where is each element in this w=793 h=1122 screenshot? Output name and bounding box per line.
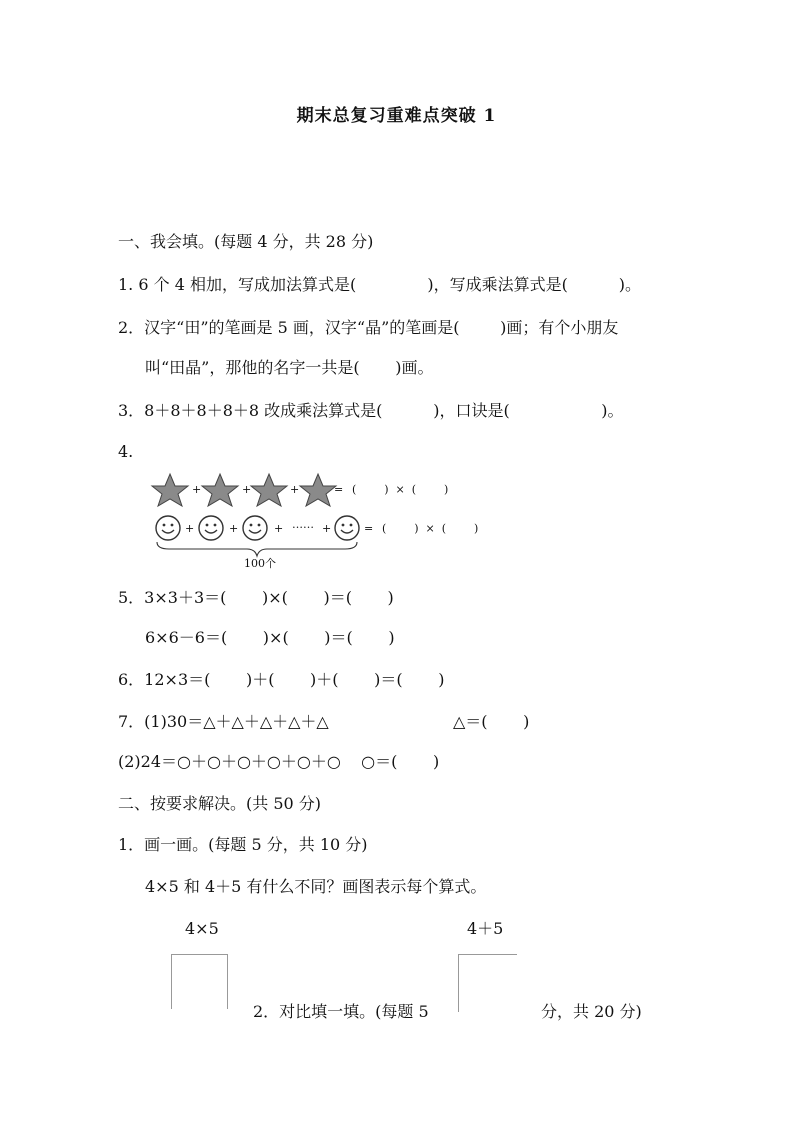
drawing-box-add[interactable] <box>458 954 517 1012</box>
ellipsis: …… <box>292 518 314 531</box>
question-7-part-1: 7．(1)30＝△＋△＋△＋△＋△ <box>118 712 329 731</box>
plus-sign: + <box>274 522 284 535</box>
question-2-line-2: 叫“田晶”，那他的名字一共是( )画。 <box>145 358 434 377</box>
equals-sign: = <box>334 483 344 496</box>
question-5-line-2: 6×6－6＝( )×( )＝( ) <box>145 628 395 647</box>
question-3: 3．8＋8＋8＋8＋8 改成乘法算式是( )，口诀是( )。 <box>118 401 624 420</box>
question-2-1: 1．画一画。(每题 5 分，共 10 分) <box>118 835 368 854</box>
smiley-face-icon <box>333 514 361 542</box>
star-icon <box>249 472 289 508</box>
plus-sign: + <box>192 483 202 496</box>
question-2-1-prompt: 4×5 和 4＋5 有什么不同？画图表示每个算式。 <box>145 877 487 896</box>
brace-label: 100个 <box>244 557 276 570</box>
section-heading-1: 一、我会填。(每题 4 分，共 28 分) <box>118 232 374 251</box>
question-7-part-2: (2)24＝○＋○＋○＋○＋○＋○ ○＝( ) <box>118 752 440 771</box>
question-4-number: 4. <box>118 442 134 461</box>
question-7-answer-1: △＝( ) <box>453 712 530 731</box>
equals-sign: = <box>364 522 374 535</box>
smiley-face-icon <box>241 514 269 542</box>
plus-sign: + <box>185 522 195 535</box>
section-heading-2: 二、按要求解决。(共 50 分) <box>118 794 322 813</box>
multiplication-blank-2: ( ) × ( ) <box>382 522 479 535</box>
expression-add: 4＋5 <box>467 919 504 938</box>
page-title: 期末总复习重难点突破 1 <box>296 106 497 126</box>
question-5-line-1: 5．3×3＋3＝( )×( )＝( ) <box>118 588 394 607</box>
plus-sign: + <box>242 483 252 496</box>
plus-sign: + <box>322 522 332 535</box>
question-2-2-end: 分，共 20 分) <box>541 1002 642 1021</box>
star-icon <box>200 472 240 508</box>
smiley-face-icon <box>154 514 182 542</box>
plus-sign: + <box>229 522 239 535</box>
question-6: 6．12×3＝( )＋( )＋( )＝( ) <box>118 670 445 689</box>
smiley-face-icon <box>197 514 225 542</box>
star-icon <box>298 472 338 508</box>
star-icon <box>150 472 190 508</box>
question-2-2-start: 2．对比填一填。(每题 5 <box>253 1002 429 1021</box>
expression-multiply: 4×5 <box>185 919 219 938</box>
plus-sign: + <box>290 483 300 496</box>
drawing-box-multiply[interactable] <box>171 954 228 1009</box>
multiplication-blank-1: ( ) × ( ) <box>352 483 449 496</box>
curly-brace <box>155 540 360 558</box>
question-1: 1. 6 个 4 相加，写成加法算式是( )，写成乘法算式是( )。 <box>118 275 642 294</box>
question-2-line-1: 2．汉字“田”的笔画是 5 画，汉字“晶”的笔画是( )画；有个小朋友 <box>118 318 619 337</box>
